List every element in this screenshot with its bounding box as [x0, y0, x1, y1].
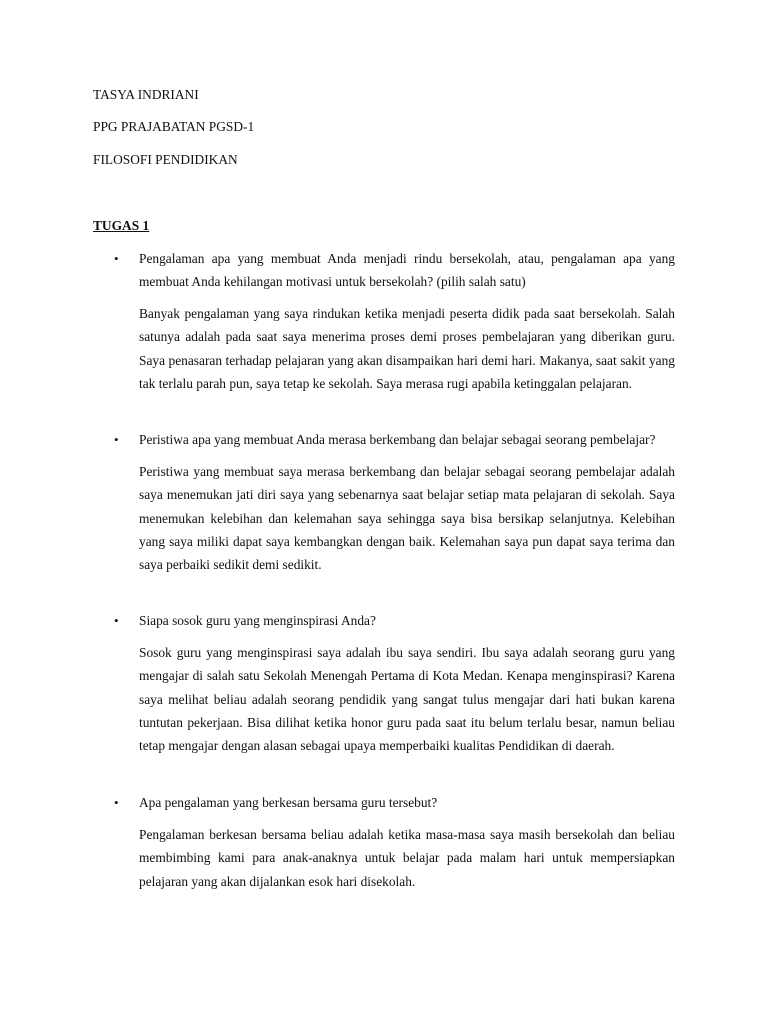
answer-text: Sosok guru yang menginspirasi saya adalah ibu saya sendiri. Ibu saya adalah seorang guru yang mengajar di salah satu Sekolah Menengah Pertama di Kota Medan. Kenapa menginspirasi? Karena saya melihat beliau adalah seorang pendidik yang sangat tulus mengajar dari hati bukan karena tuntutan pekerjaan. Bisa dilihat ketika honor guru pada saat itu belum terlalu besar, namun beliau tetap mengajar dengan alasan sebagai upaya memperbaiki kualitas Pendidikan di daerah.: [139, 645, 675, 754]
question-text: Pengalaman apa yang membuat Anda menjadi rindu bersekolah, atau, pengalaman apa yang membuat Anda kehilangan motivasi untuk bersekolah? (pilih salah satu): [139, 251, 675, 289]
answer-text: Banyak pengalaman yang saya rindukan ketika menjadi peserta didik pada saat bersekolah. Salah satunya adalah pada saat saya menerima proses demi proses pembelajaran yang diberikan guru. Saya penasaran terhadap pelajaran yang akan disampaikan hari demi hari. Makanya, saat sakit yang tak terlalu parah pun, saya tetap ke sekolah. Saya merasa rugi apabila ketinggalan pelajaran.: [139, 306, 675, 391]
question-text: Siapa sosok guru yang menginspirasi Anda?: [139, 613, 376, 628]
answer-text: Peristiwa yang membuat saya merasa berkembang dan belajar sebagai seorang pembelajar adalah saya menemukan jati diri saya yang sebenarnya saat belajar setiap mata pelajaran di sekolah. Saya menemukan kelebihan dan kelemahan saya sehingga saya bisa bersikap selanjutnya. Kelebihan yang saya miliki dapat saya kembangkan dengan baik. Kelemahan saya pun dapat saya terima dan saya perbaiki sedikit demi sedikit.: [139, 464, 675, 573]
bullet-icon: •: [114, 251, 119, 266]
question-text: Peristiwa apa yang membuat Anda merasa berkembang dan belajar sebagai seorang pembelajar?: [139, 432, 656, 447]
answer-text: Pengalaman berkesan bersama beliau adalah ketika masa-masa saya masih bersekolah dan beliau membimbing kami para anak-anaknya untuk belajar pada malam hari untuk mempersiapkan pelajaran yang akan dijalankan esok hari disekolah.: [139, 827, 675, 889]
author-name: TASYA INDRIANI: [93, 87, 199, 102]
program-name: PPG PRAJABATAN PGSD-1: [93, 119, 255, 134]
list-item: [93, 609, 675, 757]
course-name: FILOSOFI PENDIDIKAN: [93, 152, 238, 167]
bullet-icon: •: [114, 795, 119, 810]
bullet-icon: •: [114, 432, 119, 447]
bullet-icon: •: [114, 613, 119, 628]
list-item: [93, 247, 675, 395]
question-text: Apa pengalaman yang berkesan bersama guru tersebut?: [139, 795, 438, 810]
list-item: [93, 791, 675, 893]
list-item: [93, 428, 675, 576]
section-title: TUGAS 1: [93, 218, 150, 233]
